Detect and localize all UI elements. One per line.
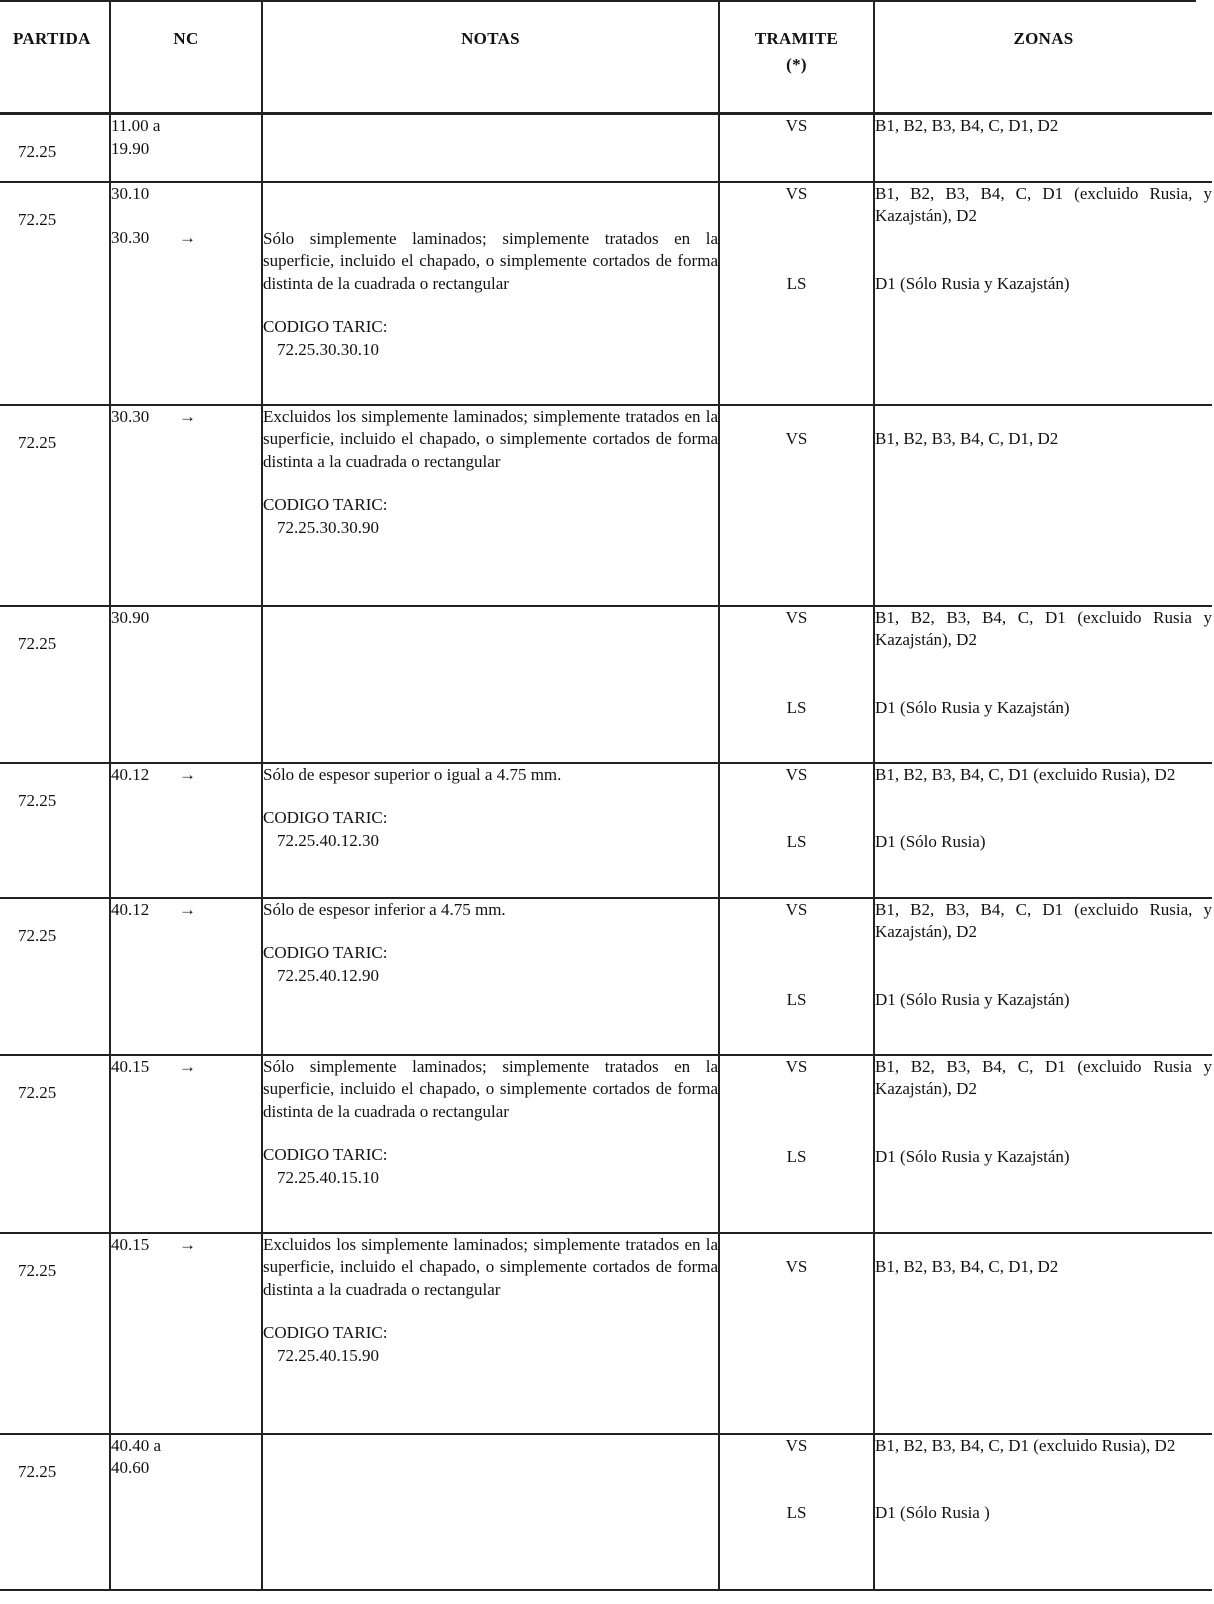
zones-text: D1 (Sólo Rusia y Kazajstán)	[875, 989, 1070, 1009]
zones-text: B1, B2, B3, B4, C, D1 (excluido Rusia), D2	[875, 764, 1176, 784]
header-tramite-label: TRAMITE	[754, 29, 839, 48]
arrow-icon: →	[179, 899, 196, 919]
nc-code: 40.12	[111, 899, 150, 919]
cell-zonas	[874, 763, 1212, 898]
gap	[263, 295, 718, 316]
table-row	[0, 898, 1212, 1055]
taric-label: CODIGO TARIC:	[263, 943, 388, 962]
cell-nc	[110, 1055, 262, 1233]
table-row	[0, 1434, 1212, 1590]
table-row	[0, 114, 1212, 182]
nc-code: 30.30	[111, 406, 150, 426]
taric-label: CODIGO TARIC:	[263, 317, 388, 336]
header-tramite	[719, 2, 874, 114]
notes-text: Sólo de espesor inferior a 4.75 mm.	[263, 899, 506, 919]
cell-zonas	[874, 1055, 1212, 1233]
cell-nc	[110, 606, 262, 763]
cell-tramite	[719, 405, 874, 606]
nc-line	[111, 183, 261, 206]
header-zonas: ZONAS	[874, 2, 1212, 114]
zones-text: D1 (Sólo Rusia )	[875, 1502, 990, 1522]
cell-nc	[110, 114, 262, 182]
arrow-icon: →	[179, 1234, 196, 1254]
tramite-code: VS	[785, 1256, 808, 1276]
table-row	[0, 1055, 1212, 1233]
cell-notas	[262, 1055, 719, 1233]
taric-code: 72.25.40.15.90	[277, 1345, 379, 1365]
cell-zonas	[874, 606, 1212, 763]
nc-code: 30.30	[111, 228, 150, 247]
zones-text: B1, B2, B3, B4, C, D1 (excluido Rusia, y Kazajstán), D2	[875, 899, 1212, 941]
arrow-icon: →	[179, 228, 196, 247]
nc-line	[111, 406, 261, 429]
customs-table	[0, 2, 1212, 1591]
table-row	[0, 405, 1212, 606]
nc-code: 11.00 a 19.90	[111, 116, 161, 158]
cell-partida: 72.25	[0, 606, 110, 763]
nc-code: 30.10	[111, 183, 150, 203]
nc-code: 40.40 a 40.60	[111, 1435, 162, 1477]
zones-text: B1, B2, B3, B4, C, D1, D2	[875, 116, 1059, 135]
cell-notas	[262, 405, 719, 606]
nc-code: 40.15	[111, 1234, 150, 1254]
gap	[263, 1123, 718, 1144]
taric-code: 72.25.40.12.30	[277, 830, 379, 850]
nc-line	[111, 115, 261, 158]
tramite-code: LS	[786, 697, 807, 717]
header-nc: NC	[110, 2, 262, 114]
cell-tramite	[719, 606, 874, 763]
cell-zonas	[874, 182, 1212, 405]
cell-partida: 72.25	[0, 1055, 110, 1233]
notes-text: Excluidos los simplemente laminados; simplemente tratados en la superficie, incluido el chapado, o simplemente cortados de forma distinta a la cuadrada o rectangular	[263, 1234, 718, 1299]
zones-text: D1 (Sólo Rusia y Kazajstán)	[875, 273, 1070, 293]
taric-code: 72.25.40.15.10	[277, 1167, 379, 1187]
notes-text: Excluidos los simplemente laminados; simplemente tratados en la superficie, incluido el chapado, o simplemente cortados de forma distinta a la cuadrada o rectangular	[263, 406, 718, 471]
tramite-code: LS	[786, 989, 807, 1009]
nc-code: 40.15	[111, 1056, 150, 1076]
notes-text: Sólo simplemente laminados; simplemente tratados en la superficie, incluido el chapado, o simplemente cortados de forma distinta de la cuadrada o rectangular	[263, 228, 718, 293]
gap	[263, 786, 718, 807]
nc-line	[111, 607, 261, 630]
cell-zonas	[874, 898, 1212, 1055]
zones-text: B1, B2, B3, B4, C, D1 (excluido Rusia y Kazajstán), D2	[875, 1056, 1212, 1098]
nc-code: 40.12	[111, 764, 150, 784]
cell-tramite	[719, 1055, 874, 1233]
zones-text: B1, B2, B3, B4, C, D1, D2	[875, 428, 1059, 448]
header-row	[0, 2, 1212, 114]
cell-notas	[262, 1434, 719, 1590]
header-notas: NOTAS	[262, 2, 719, 114]
cell-nc	[110, 898, 262, 1055]
taric-code: 72.25.30.30.10	[277, 339, 379, 359]
cell-tramite	[719, 898, 874, 1055]
zones-text: B1, B2, B3, B4, C, D1 (excluido Rusia), D2	[875, 1435, 1176, 1455]
cell-zonas	[874, 114, 1212, 182]
nc-line	[111, 899, 261, 922]
cell-notas	[262, 114, 719, 182]
cell-partida: 72.25	[0, 114, 110, 182]
tramite-code: LS	[786, 1502, 807, 1522]
table-row	[0, 763, 1212, 898]
tramite-code: VS	[785, 183, 808, 203]
taric-code: 72.25.40.12.90	[277, 965, 379, 985]
gap	[263, 473, 718, 494]
zones-text: D1 (Sólo Rusia)	[875, 831, 986, 851]
taric-label: CODIGO TARIC:	[263, 1145, 388, 1164]
cell-zonas	[874, 405, 1212, 606]
cell-partida: 72.25	[0, 898, 110, 1055]
notes-text: Sólo simplemente laminados; simplemente tratados en la superficie, incluido el chapado, o simplemente cortados de forma distinta de la cuadrada o rectangular	[263, 1056, 718, 1121]
tramite-code: VS	[785, 116, 808, 135]
cell-tramite	[719, 1233, 874, 1434]
cell-notas	[262, 606, 719, 763]
taric-label: CODIGO TARIC:	[263, 808, 388, 827]
taric-code: 72.25.30.30.90	[277, 517, 379, 537]
cell-zonas	[874, 1233, 1212, 1434]
cell-partida: 72.25	[0, 763, 110, 898]
tramite-code: LS	[786, 273, 807, 293]
arrow-icon: →	[179, 406, 196, 426]
tramite-code: LS	[786, 831, 807, 851]
cell-notas	[262, 1233, 719, 1434]
zones-text: D1 (Sólo Rusia y Kazajstán)	[875, 697, 1070, 717]
cell-partida: 72.25	[0, 1434, 110, 1590]
taric-label: CODIGO TARIC:	[263, 1323, 388, 1342]
zones-text: B1, B2, B3, B4, C, D1 (excluido Rusia, y Kazajstán), D2	[875, 183, 1212, 225]
cell-nc	[110, 1434, 262, 1590]
header-partida: PARTIDA	[0, 2, 110, 114]
zones-text: B1, B2, B3, B4, C, D1 (excluido Rusia y Kazajstán), D2	[875, 607, 1212, 649]
header-tramite-note: (*)	[786, 55, 807, 74]
table-row	[0, 1233, 1212, 1434]
cell-nc	[110, 1233, 262, 1434]
tramite-code: VS	[785, 764, 808, 784]
cell-tramite	[719, 182, 874, 405]
cell-notas	[262, 182, 719, 405]
tramite-code: VS	[785, 1056, 808, 1076]
cell-nc	[110, 763, 262, 898]
table-row	[0, 182, 1212, 405]
nc-line	[111, 764, 261, 787]
cell-nc	[110, 405, 262, 606]
cell-tramite	[719, 763, 874, 898]
arrow-icon: →	[179, 764, 196, 784]
nc-line	[111, 227, 261, 250]
cell-zonas	[874, 1434, 1212, 1590]
tramite-code: VS	[785, 607, 808, 627]
gap	[263, 921, 718, 942]
cell-partida: 72.25	[0, 182, 110, 405]
zones-text: B1, B2, B3, B4, C, D1, D2	[875, 1256, 1059, 1276]
arrow-icon: →	[179, 1056, 196, 1076]
notes-text: Sólo de espesor superior o igual a 4.75 mm.	[263, 764, 562, 784]
gap	[263, 1301, 718, 1322]
cell-tramite	[719, 1434, 874, 1590]
tramite-code: VS	[785, 1435, 808, 1455]
tramite-code: VS	[785, 428, 808, 448]
cell-notas	[262, 763, 719, 898]
cell-tramite	[719, 114, 874, 182]
nc-line	[111, 1056, 261, 1079]
table-row	[0, 606, 1212, 763]
nc-code: 30.90	[111, 607, 150, 627]
cell-partida: 72.25	[0, 405, 110, 606]
zones-text: D1 (Sólo Rusia y Kazajstán)	[875, 1146, 1070, 1166]
tramite-code: VS	[785, 899, 808, 919]
taric-label: CODIGO TARIC:	[263, 495, 388, 514]
cell-nc	[110, 182, 262, 405]
nc-line	[111, 1435, 261, 1477]
table-body	[0, 114, 1212, 1590]
nc-line	[111, 1234, 261, 1257]
tramite-code: LS	[786, 1146, 807, 1166]
cell-partida: 72.25	[0, 1233, 110, 1434]
cell-notas	[262, 898, 719, 1055]
